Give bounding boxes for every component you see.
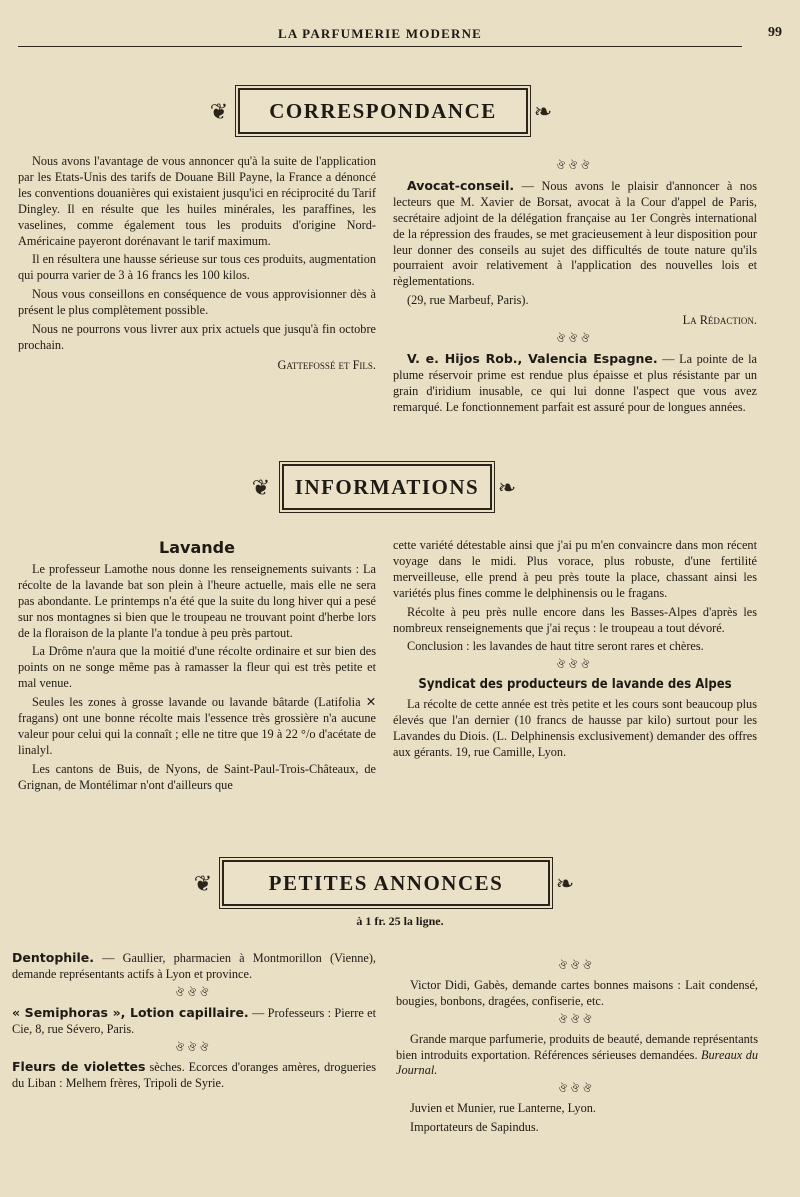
lead-term: Dentophile. bbox=[12, 950, 94, 965]
paragraph: Juvien et Munier, rue Lanterne, Lyon. bbox=[410, 1101, 596, 1116]
running-head bbox=[18, 24, 782, 47]
paragraph: Le professeur Lamothe nous donne les renseignements suivants : La récolte de la lavande bat son plein à l'heure actuelle, mais elle ne sera pas abondante. Le printemps n'a été que la suite du long hiver qui a pesé sur nos montagnes si bien que le troupeau ne trouvant point d'herbe lors de la floraison de la plante l'a tondue à peu près partout. bbox=[18, 561, 376, 640]
paragraph: Avocat-conseil. — Nous avons le plaisir d'annoncer à nos lecteurs que M. Xavier de Borsat, avocat à la Cour d'appel de Paris, secrétaire adjoint de la délégation française au 1er Congrès international de la répression des fraudes, se met gracieusement à leur disposition pour leur donner des conseils au sujet des difficultés de toute nature qu'ils pourraient avoir relativement à l'application des nouvelles lois et règlementations. bbox=[393, 177, 757, 289]
informations-title: INFORMATIONS bbox=[282, 464, 492, 510]
flourish-right-icon: ❧ bbox=[533, 99, 553, 124]
correspondance-left-column bbox=[18, 154, 376, 374]
lead-term: Avocat-conseil. bbox=[407, 177, 515, 193]
annonces-right-column bbox=[396, 956, 758, 1136]
signature: La Rédaction. bbox=[682, 313, 757, 328]
flourish-left-icon: ❦ bbox=[251, 475, 271, 500]
syndicat-title: Syndicat des producteurs de lavande des Alpes bbox=[418, 677, 732, 693]
petites-annonces-header bbox=[0, 856, 800, 912]
ornament-icon: ঔঔঔ bbox=[175, 1042, 213, 1054]
running-title: LA PARFUMERIE MODERNE bbox=[277, 26, 483, 41]
paragraph: Nous vous conseillons en conséquence de vous approvisionner dès à présent le plus complètement possible. bbox=[18, 287, 376, 318]
paragraph: Nous avons l'avantage de vous annoncer qu'à la suite de l'application par les Etats-Unis des tarifs de Douane Bill Payne, la France a dénoncé les conventions douanières qui existaient jusqu'ici en réciprocité du Tarif Dingley. Il en résulte que les huiles minérales, les paraffines, les vaselines, comme également tous les produits d'origine Nord-Américaine payeront dorénavant le tarif maximum. bbox=[18, 154, 376, 248]
annonces-left-column bbox=[12, 950, 376, 1092]
paragraph: Les cantons de Buis, de Nyons, de Saint-Paul-Trois-Châteaux, de Grignan, de Montélimar n'ont d'ailleurs que bbox=[18, 761, 376, 792]
petites-annonces-title: PETITES ANNONCES bbox=[222, 860, 550, 906]
flourish-left-icon: ❦ bbox=[193, 871, 213, 896]
paragraph: Grande marque parfumerie, produits de beauté, demande représentants bien introduits exportation. Références sérieuses demandées. Bureaux du Journal. bbox=[396, 1031, 758, 1078]
ornament-icon: ঔঔঔ bbox=[175, 987, 213, 999]
paragraph: Importateurs de Sapindus. bbox=[410, 1120, 539, 1135]
paragraph: La récolte de cette année est très petite et les cours sont beaucoup plus élevés que l'an dernier (10 francs de hausse par kilo) surtout pour les Lavandes du Diois. (L. Delphinensis exclusivement) demander des offres aux gérants. 19, rue Camille, Lyon. bbox=[393, 697, 757, 759]
paragraph: Nous ne pourrons vous livrer aux prix actuels que jusqu'à fin octobre prochain. bbox=[18, 322, 376, 352]
paragraph: Seules les zones à grosse lavande ou lavande bâtarde (Latifolia ✕ fragans) ont une bonne récolte mais l'essence très grossière n'a aucune valeur pour celui qui la connaît ; elle ne titre que 19 à 22 °/o d'acétate de linalyl. bbox=[18, 695, 376, 757]
paragraph: Fleurs de violettes sèches. Ecorces d'oranges amères, drogueries du Liban : Melhem frères, Tripoli de Syrie. bbox=[12, 1059, 376, 1091]
lavande-title: Lavande bbox=[159, 538, 235, 557]
lead-term: V. e. Hijos Rob., Valencia Espagne. bbox=[407, 350, 658, 366]
ornament-icon: ঔঔঔ bbox=[558, 961, 596, 972]
informations-left-column bbox=[18, 536, 376, 794]
lead-term: Fleurs de violettes bbox=[12, 1059, 146, 1075]
correspondance-header bbox=[0, 84, 800, 140]
page-number: 99 bbox=[768, 25, 782, 40]
paragraph: La Drôme n'aura que la moitié d'une récolte ordinaire et sur bien des points on ne songe même pas à ramasser la fleur qui est très petite et mal venue. bbox=[18, 644, 376, 691]
lead-term: « Semiphoras », Lotion capillaire. bbox=[12, 1004, 249, 1020]
paragraph: V. e. Hijos Rob., Valencia Espagne. — La pointe de la plume réservoir prime est rendue plus épaisse et plus résistante par un grain d'iridium inusable, ce qui lui donne l'aspect que vous avez remarqué. Le fonctionnement parfait est assuré pour de longues années. bbox=[393, 350, 757, 414]
flourish-right-icon: ❧ bbox=[555, 871, 575, 896]
ornament-icon: ঔঔঔ bbox=[556, 660, 594, 672]
ornament-icon: ঔঔঔ bbox=[556, 334, 594, 346]
flourish-right-icon: ❧ bbox=[497, 475, 517, 500]
ornament-icon: ঔঔঔ bbox=[556, 161, 594, 172]
informations-right-column bbox=[393, 538, 757, 761]
signature: Gattefossé et Fils. bbox=[277, 357, 376, 372]
ornament-icon: ঔঔঔ bbox=[558, 1014, 596, 1026]
paragraph: « Semiphoras », Lotion capillaire. — Professeurs : Pierre et Cie, 8, rue Sévero, Paris. bbox=[12, 1004, 376, 1036]
paragraph: Conclusion : les lavandes de haut titre seront rares et chères. bbox=[407, 639, 704, 654]
ornament-icon: ঔঔঔ bbox=[558, 1084, 596, 1096]
paragraph: Dentophile. — Gaullier, pharmacien à Montmorillon (Vienne), demande représentants actifs à Lyon et province. bbox=[12, 950, 376, 981]
paragraph: Il en résultera une hausse sérieuse sur tous ces produits, augmentation qui pourra varier de 3 à 16 francs les 100 kilos. bbox=[18, 252, 376, 283]
paragraph: Victor Didi, Gabès, demande cartes bonnes maisons : Lait condensé, bougies, bonbons, dragées, confiserie, etc. bbox=[396, 977, 758, 1008]
paragraph: Récolte à peu près nulle encore dans les Basses-Alpes d'après les nombreux renseignements que j'ai reçus : le troupeau a tout dévoré. bbox=[393, 604, 757, 635]
annonces-rate: à 1 fr. 25 la ligne. bbox=[356, 914, 444, 928]
address: (29, rue Marbeuf, Paris). bbox=[407, 293, 529, 308]
correspondance-title: CORRESPONDANCE bbox=[238, 88, 528, 134]
paragraph: cette variété détestable ainsi que j'ai pu m'en convaincre dans mon récent voyage dans le midi. Plus vorace, plus robuste, d'une fertilité merveilleuse, elle prend à peu près toute la place, chassant ainsi les variétés plus fines comme le delphinensis ou le fragans. bbox=[393, 538, 757, 600]
flourish-left-icon: ❦ bbox=[209, 99, 229, 124]
informations-header bbox=[0, 460, 800, 516]
correspondance-right-column bbox=[393, 156, 757, 416]
